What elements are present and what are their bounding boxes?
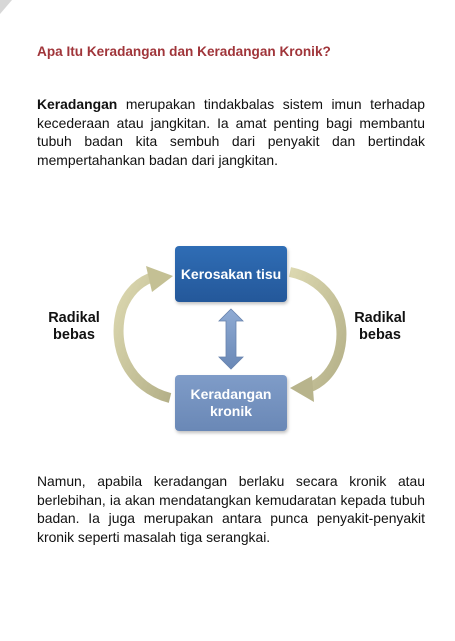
left-arrowhead: [146, 266, 173, 292]
page-title: Apa Itu Keradangan dan Keradangan Kronik?: [37, 44, 331, 59]
box-tissue-damage: Kerosakan tisu: [175, 246, 287, 302]
intro-lead-term: Keradangan: [37, 96, 118, 112]
inflammation-cycle-diagram: [0, 238, 455, 438]
intro-text: merupakan tindakbalas sistem imun terhadap kecederaan atau jangkitan. Ia amat penting bagi membantu tubuh badan kita sembuh dari penyakit dan bertindak mempertahankan badan dari jangkitan.: [37, 96, 425, 168]
second-paragraph: Namun, apabila keradangan berlaku secara kronik atau berlebihan, ia akan mendatangkan kemudaratan kepada tubuh badan. Ia juga merupakan antara punca penyakit-penyakit kronik seperti masalah tiga serangkai.: [37, 473, 425, 545]
box-chronic-inflammation: Keradangan kronik: [175, 375, 287, 431]
right-arrowhead: [290, 376, 314, 402]
label-free-radicals-right: Radikal bebas: [354, 310, 406, 343]
page-corner-decoration: [0, 0, 14, 16]
label-free-radicals-left: Radikal bebas: [48, 310, 100, 343]
left-curved-arrow: [119, 278, 170, 398]
intro-paragraph: [37, 95, 425, 169]
right-curved-arrow: [290, 272, 341, 388]
double-arrow: [219, 309, 243, 369]
